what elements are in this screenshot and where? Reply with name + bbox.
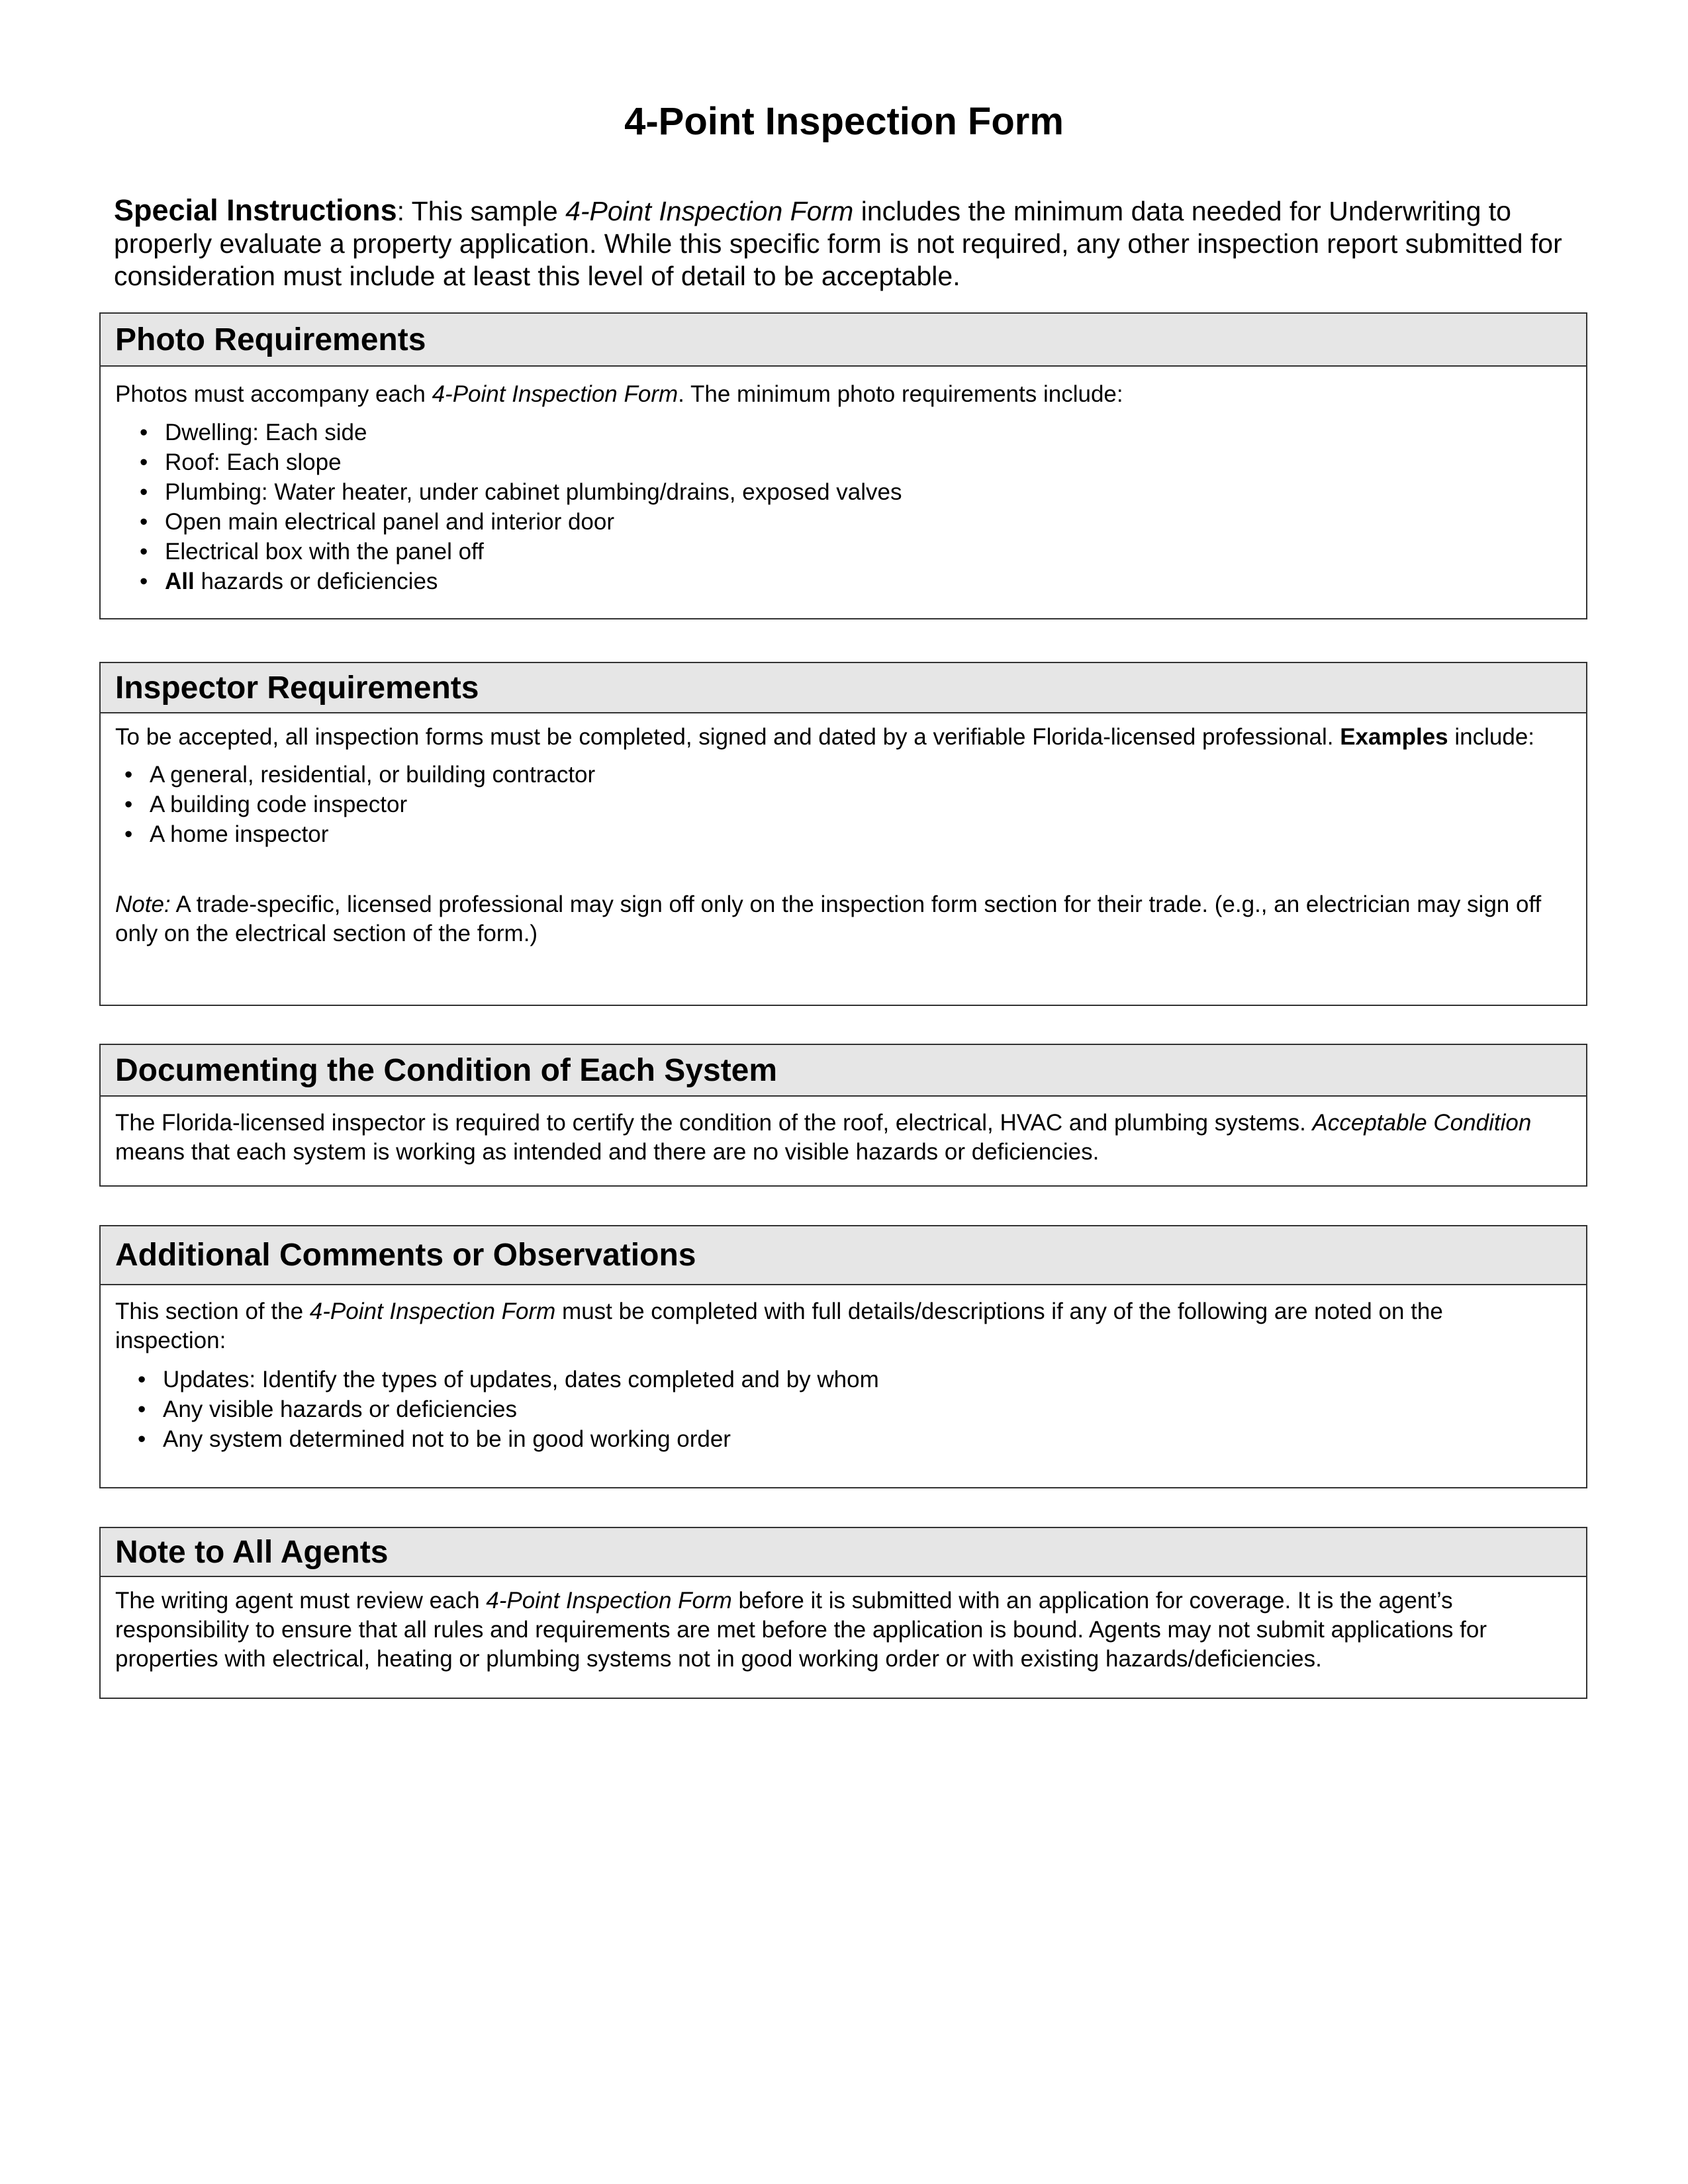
note-to-agents-section bbox=[99, 1527, 1587, 1699]
list-item: • Any visible hazards or deficiencies bbox=[163, 1394, 1560, 1424]
section-heading: Inspector Requirements bbox=[101, 663, 1586, 713]
photo-requirements-section bbox=[99, 312, 1587, 619]
list-item: • Updates: Identify the types of updates, dates completed and by whom bbox=[163, 1365, 1560, 1394]
list-item: • A building code inspector bbox=[150, 790, 1560, 819]
list-item: • Any system determined not to be in good working order bbox=[163, 1424, 1560, 1454]
inspector-requirements-section bbox=[99, 662, 1587, 1006]
section-intro: This section of the 4-Point Inspection Form must be completed with full details/descriptions if any of the following are noted on the inspection: bbox=[115, 1298, 1443, 1353]
special-instructions-text: includes the minimum data needed for Underwriting to properly evaluate a property application. While this specific form is not required, any other inspection report submitted for consideration must include at least this level of detail to be acceptable. bbox=[114, 196, 1562, 291]
list-item: • Dwelling: Each side bbox=[165, 418, 1560, 447]
additional-comments-section bbox=[99, 1225, 1587, 1488]
special-instructions-text: : This sample bbox=[397, 196, 566, 226]
form-name: 4-Point Inspection Form bbox=[486, 1588, 732, 1614]
section-heading: Photo Requirements bbox=[101, 314, 1586, 367]
section-text: The Florida-licensed inspector is required to certify the condition of the roof, electrical, HVAC and plumbing systems. Acceptable Condition means that each system is working as intended and there are no visible hazards or deficiencies. bbox=[115, 1110, 1532, 1165]
special-instructions-label: Special Instructions bbox=[114, 193, 397, 227]
form-name: 4-Point Inspection Form bbox=[309, 1298, 556, 1324]
trade-note: Note: A trade-specific, licensed professional may sign off only on the inspection form section for their trade. (e.g., an electrician may sign off only on the electrical section of the form.) bbox=[115, 891, 1542, 946]
list-item: • A general, residential, or building contractor bbox=[150, 760, 1560, 790]
bullet-list bbox=[163, 1365, 1560, 1454]
special-instructions bbox=[114, 194, 1570, 293]
form-name: 4-Point Inspection Form bbox=[432, 381, 679, 407]
list-item: • Electrical box with the panel off bbox=[165, 537, 1560, 567]
bullet-list bbox=[150, 760, 1560, 849]
section-heading: Documenting the Condition of Each System bbox=[101, 1045, 1586, 1097]
list-item: • All hazards or deficiencies bbox=[165, 567, 1560, 596]
page-title: 4-Point Inspection Form bbox=[624, 100, 1064, 143]
section-heading: Note to All Agents bbox=[101, 1528, 1586, 1577]
list-item: • Roof: Each slope bbox=[165, 447, 1560, 477]
section-text: The writing agent must review each 4-Point Inspection Form before it is submitted with an application for coverage. It is the agent’s responsibility to ensure that all rules and requirements are met before the application is bound. Agents may not submit applications for properties with electrical, heating or plumbing systems not in good working order or with existing hazards/deficiencies. bbox=[115, 1588, 1487, 1672]
list-item: • Open main electrical panel and interior door bbox=[165, 507, 1560, 537]
bullet-list bbox=[165, 418, 1560, 596]
section-intro: Photos must accompany each 4-Point Inspection Form. The minimum photo requirements include: bbox=[115, 381, 1123, 407]
documenting-condition-section bbox=[99, 1044, 1587, 1187]
list-item: • A home inspector bbox=[150, 819, 1560, 849]
form-name: 4-Point Inspection Form bbox=[565, 196, 854, 226]
section-intro: To be accepted, all inspection forms must be completed, signed and dated by a verifiable Florida-licensed professional. Examples include: bbox=[115, 724, 1535, 750]
section-heading: Additional Comments or Observations bbox=[101, 1226, 1586, 1285]
list-item: • Plumbing: Water heater, under cabinet plumbing/drains, exposed valves bbox=[165, 477, 1560, 507]
